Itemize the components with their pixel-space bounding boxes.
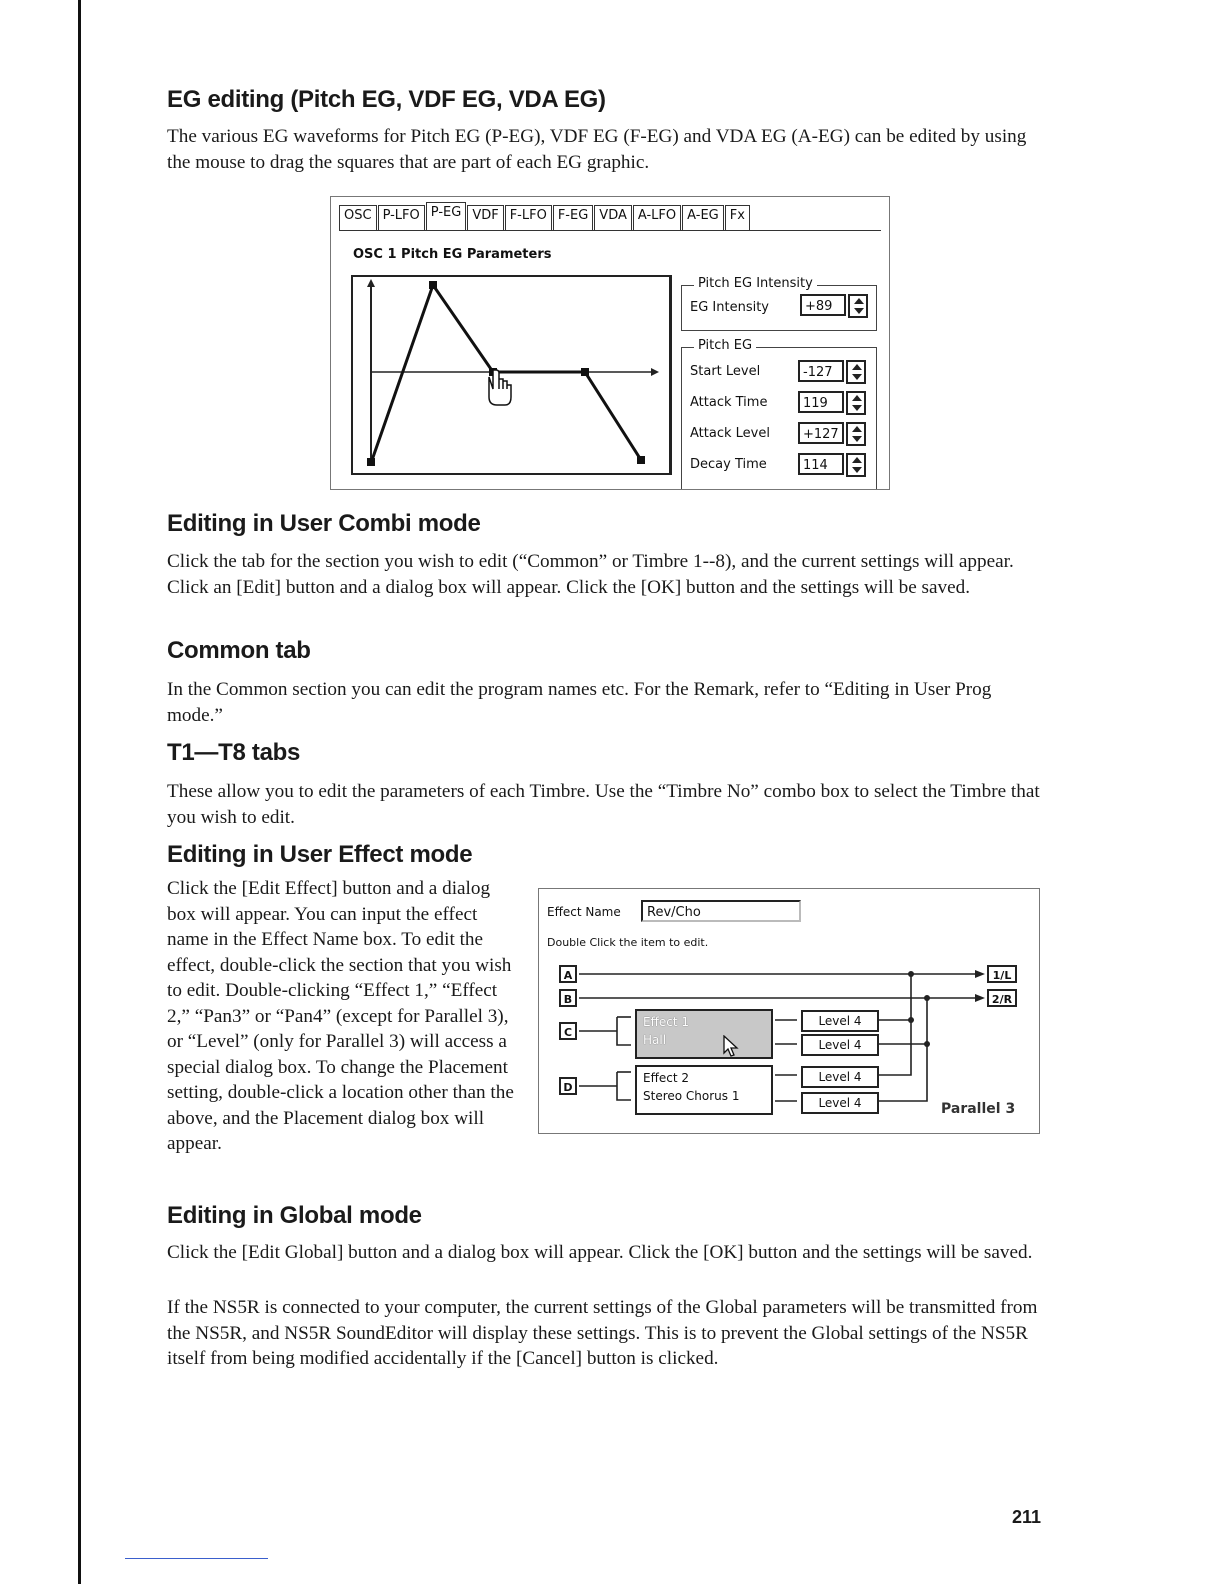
pitch-eg-group bbox=[681, 338, 877, 490]
effect-1-block[interactable] bbox=[635, 1009, 773, 1059]
eg-y-axis-arrow bbox=[367, 279, 375, 287]
eg-graph-canvas bbox=[353, 277, 669, 473]
spin-arrows-icon[interactable] bbox=[846, 422, 866, 446]
attack-time-spinner[interactable] bbox=[798, 391, 872, 415]
input-c-box[interactable]: C bbox=[559, 1022, 577, 1040]
output-1l-box: 1/L bbox=[987, 965, 1017, 983]
heading-user-combi: Editing in User Combi mode bbox=[167, 510, 481, 537]
effect-dialog bbox=[538, 888, 1040, 1134]
eg-handle-attack[interactable] bbox=[429, 281, 437, 289]
tab-a-lfo[interactable]: A-LFO bbox=[633, 205, 681, 230]
spin-arrows-icon[interactable] bbox=[846, 453, 866, 477]
eg-graph[interactable] bbox=[351, 275, 672, 475]
eg-intensity-value[interactable]: +89 bbox=[800, 294, 846, 316]
decay-time-value[interactable]: 114 bbox=[798, 453, 844, 475]
tab-divider bbox=[339, 230, 881, 231]
tab-osc[interactable]: OSC bbox=[339, 205, 377, 230]
spin-arrows-icon[interactable] bbox=[848, 294, 868, 318]
tab-f-lfo[interactable]: F-LFO bbox=[505, 205, 552, 230]
attack-time-value[interactable]: 119 bbox=[798, 391, 844, 413]
placement-label[interactable]: Parallel 3 bbox=[941, 1101, 1016, 1117]
eg-x-axis-arrow bbox=[651, 368, 659, 376]
effect-2-type: Stereo Chorus 1 bbox=[643, 1089, 740, 1103]
attack-level-label: Attack Level bbox=[690, 426, 770, 441]
tab-vda[interactable]: VDA bbox=[594, 205, 632, 230]
pointer-cursor-icon bbox=[723, 1035, 739, 1057]
attack-level-spinner[interactable] bbox=[798, 422, 872, 446]
paragraph-global-1: Click the [Edit Global] button and a dialog box will appear. Click the [OK] button and the settings will be saved. bbox=[167, 1242, 1033, 1263]
effect-2-title: Effect 2 bbox=[643, 1071, 689, 1085]
effect-name-input[interactable]: Rev/Cho bbox=[641, 900, 801, 922]
paragraph-user-combi: Click the tab for the section you wish to edit (“Common” or Timbre 1--8), and the current settings will appear. Click an [Edit] button and a dialog box will appear. Click the [OK] button and the settings will be saved. bbox=[167, 551, 1014, 598]
effect-1-title: Effect 1 bbox=[643, 1015, 689, 1029]
heading-common-tab: Common tab bbox=[167, 637, 311, 664]
intensity-group-title: Pitch EG Intensity bbox=[694, 276, 817, 291]
eg-envelope-line bbox=[371, 285, 641, 463]
arrow-right-icon bbox=[975, 994, 985, 1002]
attack-time-label: Attack Time bbox=[690, 395, 768, 410]
start-level-value[interactable]: -127 bbox=[798, 360, 844, 382]
start-level-spinner[interactable] bbox=[798, 360, 872, 384]
input-d-box[interactable]: D bbox=[559, 1077, 577, 1095]
start-level-label: Start Level bbox=[690, 364, 761, 379]
pitch-eg-dialog bbox=[330, 196, 890, 490]
tab-p-lfo[interactable]: P-LFO bbox=[378, 205, 425, 230]
footer-rule bbox=[125, 1558, 268, 1559]
pitch-eg-intensity-group bbox=[681, 276, 877, 331]
tab-bar bbox=[339, 205, 751, 231]
effect-routing-diagram[interactable] bbox=[539, 889, 1039, 1133]
input-a-box[interactable]: A bbox=[559, 965, 577, 983]
output-2r-box: 2/R bbox=[987, 989, 1017, 1007]
mix-node bbox=[908, 1017, 914, 1023]
tab-fx[interactable]: Fx bbox=[725, 205, 750, 230]
mix-node bbox=[924, 995, 930, 1001]
tab-vdf[interactable]: VDF bbox=[467, 205, 503, 230]
tab-p-eg[interactable]: P-EG bbox=[426, 202, 467, 230]
paragraph-eg-editing: The various EG waveforms for Pitch EG (P-EG), VDF EG (F-EG) and VDA EG (A-EG) can be edited by using the mouse to drag the squares that are part of each EG graphic. bbox=[167, 126, 1027, 173]
spin-arrows-icon[interactable] bbox=[846, 391, 866, 415]
eg-handle-sustain[interactable] bbox=[581, 368, 589, 376]
eg-intensity-label: EG Intensity bbox=[690, 300, 770, 315]
mix-node bbox=[924, 1041, 930, 1047]
decay-time-spinner[interactable] bbox=[798, 453, 872, 477]
tab-f-eg[interactable]: F-EG bbox=[553, 205, 593, 230]
heading-global-mode: Editing in Global mode bbox=[167, 1202, 422, 1229]
level-4-box[interactable]: Level 4 bbox=[801, 1092, 879, 1114]
mix-node bbox=[908, 971, 914, 977]
effect-1-type: Hall bbox=[643, 1033, 667, 1047]
pitch-eg-group-title: Pitch EG bbox=[694, 338, 756, 353]
heading-eg-editing: EG editing (Pitch EG, VDF EG, VDA EG) bbox=[167, 86, 606, 113]
paragraph-t1-t8-tabs: These allow you to edit the parameters of each Timbre. Use the “Timbre No” combo box to select the Timbre that you wish to edit. bbox=[167, 781, 1040, 828]
spin-arrows-icon[interactable] bbox=[846, 360, 866, 384]
heading-t1-t8-tabs: T1—T8 tabs bbox=[167, 739, 301, 766]
paragraph-common-tab: In the Common section you can edit the program names etc. For the Remark, refer to “Editing in User Prog mode.” bbox=[167, 679, 992, 726]
page-number: 211 bbox=[1011, 1507, 1041, 1527]
eg-handle-release[interactable] bbox=[637, 456, 645, 464]
paragraph-user-effect: Click the [Edit Effect] button and a dialog box will appear. You can input the effect name in the Effect Name box. To edit the effect, double-click the section that you wish to edit. Double-clicking “Effect 1,” “Effect 2,” “Pan3” or “Pan4” (except for Parallel 3), or “Level” (only for Parallel 3) will access a special dialog box. To change the Placement setting, double-click a location other than the above, and the Placement dialog box will appear. bbox=[167, 878, 514, 1154]
hand-cursor-icon bbox=[489, 370, 511, 405]
attack-level-value[interactable]: +127 bbox=[798, 422, 844, 444]
decay-time-label: Decay Time bbox=[690, 457, 767, 472]
margin-rule bbox=[78, 0, 81, 1584]
edit-hint: Double Click the item to edit. bbox=[547, 936, 709, 949]
panel-title: OSC 1 Pitch EG Parameters bbox=[353, 247, 552, 262]
level-3-box[interactable]: Level 4 bbox=[801, 1066, 879, 1088]
heading-user-effect: Editing in User Effect mode bbox=[167, 841, 473, 868]
effect-2-block[interactable] bbox=[635, 1065, 773, 1115]
tab-a-eg[interactable]: A-EG bbox=[682, 205, 724, 230]
level-1-box[interactable]: Level 4 bbox=[801, 1010, 879, 1032]
input-b-box[interactable]: B bbox=[559, 989, 577, 1007]
level-2-box[interactable]: Level 4 bbox=[801, 1034, 879, 1056]
paragraph-global-2: If the NS5R is connected to your computer, the current settings of the Global parameters will be transmitted from the NS5R, and NS5R SoundEditor will display these settings. This is to prevent the Global settings of the NS5R itself from being modified accidentally if the [Cancel] button is clicked. bbox=[167, 1297, 1038, 1369]
eg-intensity-spinner[interactable] bbox=[800, 294, 874, 318]
eg-handle-start[interactable] bbox=[367, 458, 375, 466]
arrow-right-icon bbox=[975, 970, 985, 978]
effect-name-label: Effect Name bbox=[547, 905, 621, 919]
